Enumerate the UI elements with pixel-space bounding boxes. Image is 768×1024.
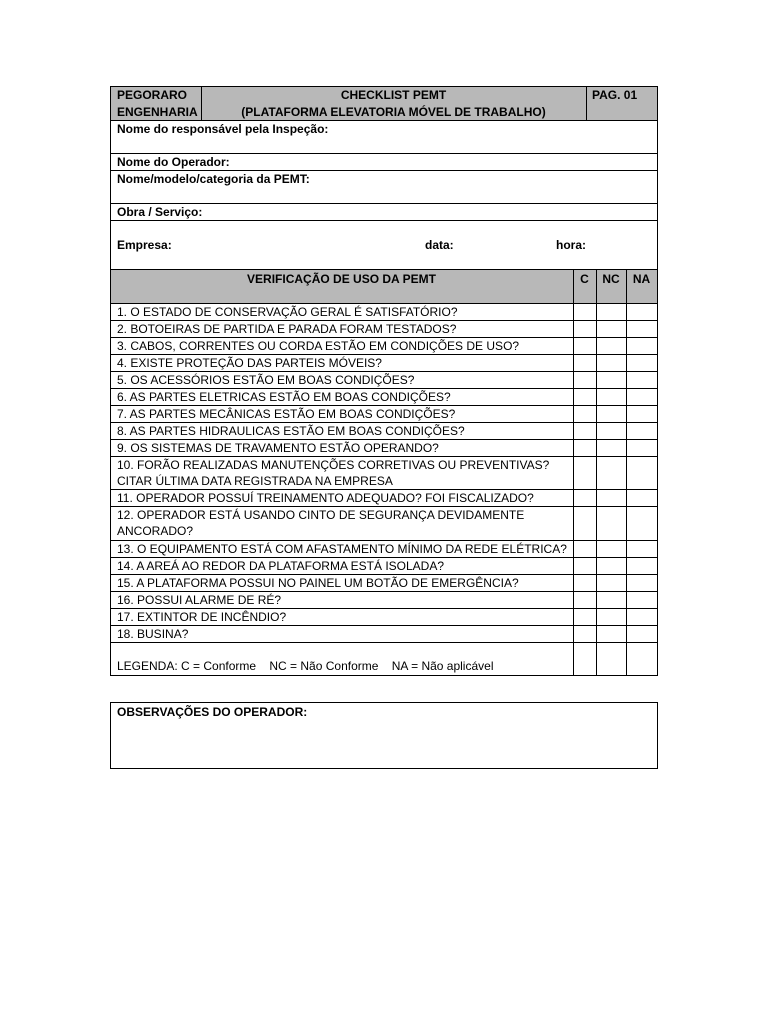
checklist-item: 3. CABOS, CORRENTES OU CORDA ESTÃO EM CONDIÇÕES DE USO? (117, 339, 520, 353)
checklist-item: 15. A PLATAFORMA POSSUI NO PAINEL UM BOTÃO DE EMERGÊNCIA? (117, 576, 519, 590)
checklist-item: 9. OS SISTEMAS DE TRAVAMENTO ESTÃO OPERANDO? (117, 441, 439, 455)
checklist-item: 5. OS ACESSÓRIOS ESTÃO EM BOAS CONDIÇÕES? (117, 373, 415, 387)
column-header-c: C (580, 272, 589, 286)
column-header-nc: NC (602, 272, 620, 286)
checklist-item: 7. AS PARTES MECÂNICAS ESTÃO EM BOAS CONDIÇÕES? (117, 407, 456, 421)
checklist-title: VERIFICAÇÃO DE USO DA PEMT (247, 272, 436, 286)
form-title: CHECKLIST PEMT (340, 88, 447, 102)
checklist-item: 16. POSSUI ALARME DE RÉ? (117, 593, 282, 607)
checklist-item: 14. A AREÁ AO REDOR DA PLATAFORMA ESTÁ ISOLADA? (117, 559, 445, 573)
checklist-item-continuation: CITAR ÚLTIMA DATA REGISTRADA NA EMPRESA (117, 474, 393, 488)
observations-label: OBSERVAÇÕES DO OPERADOR: (117, 705, 308, 719)
operator-field-label: Nome do Operador: (117, 155, 230, 169)
checklist-item: 12. OPERADOR ESTÁ USANDO CINTO DE SEGURANÇA DEVIDAMENTE (117, 508, 525, 522)
site-field-label: Obra / Serviço: (117, 205, 203, 219)
checklist-item: 17. EXTINTOR DE INCÊNDIO? (117, 610, 287, 624)
checklist-item: 8. AS PARTES HIDRAULICAS ESTÃO EM BOAS CONDIÇÕES? (117, 424, 465, 438)
form-subtitle: (PLATAFORMA ELEVATORIA MÓVEL DE TRABALHO) (241, 105, 546, 119)
checklist-item: 2. BOTOEIRAS DE PARTIDA E PARADA FORAM TESTADOS? (117, 322, 457, 336)
date-field-label: data: (425, 238, 454, 252)
checklist-item-continuation: ANCORADO? (117, 524, 194, 538)
legend: LEGENDA: C = Conforme NC = Não Conforme NA = Não aplicável (117, 659, 494, 673)
company-name-line1: PEGORARO (117, 88, 188, 102)
checklist-item: 18. BUSINA? (117, 627, 189, 641)
checklist-item: 1. O ESTADO DE CONSERVAÇÃO GERAL É SATISFATÓRIO? (117, 305, 458, 319)
company-name-line2: ENGENHARIA (117, 105, 198, 119)
checklist-item: 6. AS PARTES ELETRICAS ESTÃO EM BOAS CONDIÇÕES? (117, 390, 451, 404)
company-field-label: Empresa: (117, 238, 172, 252)
time-field-label: hora: (556, 238, 586, 252)
checklist-item: 13. O EQUIPAMENTO ESTÁ COM AFASTAMENTO MÍNIMO DA REDE ELÉTRICA? (117, 542, 567, 556)
model-field-label: Nome/modelo/categoria da PEMT: (117, 172, 310, 186)
checklist-item: 11. OPERADOR POSSUÍ TREINAMENTO ADEQUADO? FOI FISCALIZADO? (117, 491, 534, 505)
checklist-item: 10. FORÃO REALIZADAS MANUTENÇÕES CORRETIVAS OU PREVENTIVAS? (117, 458, 550, 472)
page-number: PAG. 01 (592, 88, 638, 102)
checklist-item: 4. EXISTE PROTEÇÃO DAS PARTEIS MÓVEIS? (117, 356, 382, 370)
column-header-na: NA (632, 272, 651, 286)
inspector-field-label: Nome do responsável pela Inspeção: (117, 122, 329, 136)
